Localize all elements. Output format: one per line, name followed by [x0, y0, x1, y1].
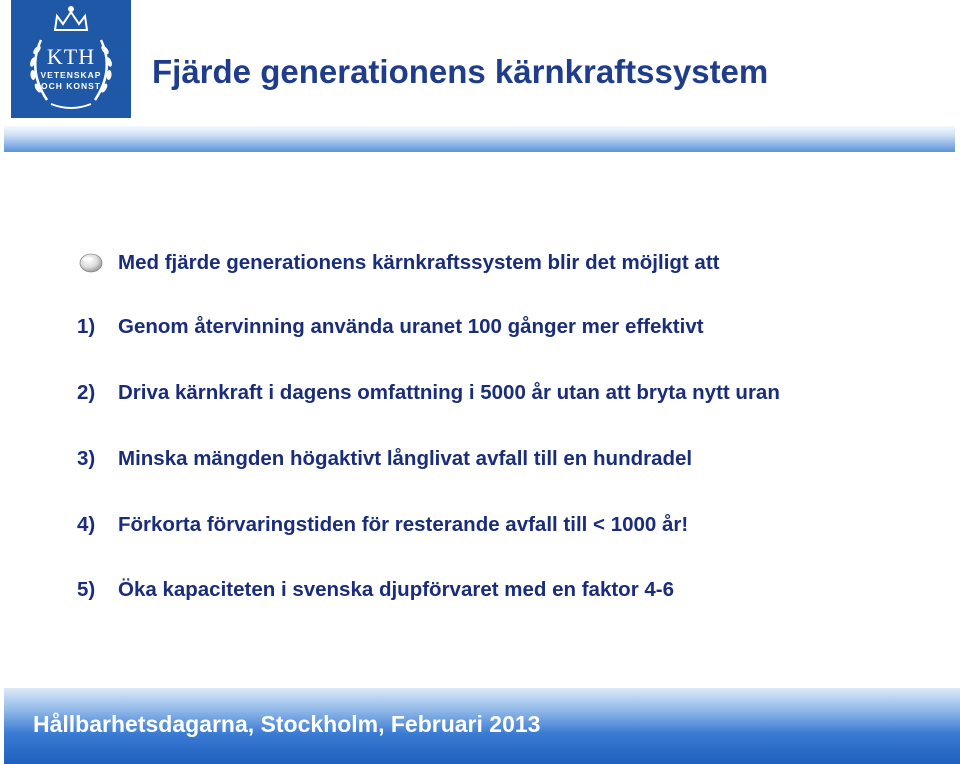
list-item-text: Minska mängden högaktivt långlivat avfall till en hundradel [118, 447, 693, 470]
list-item-number: 4) [77, 513, 96, 536]
list-item-number: 1) [77, 315, 96, 338]
logo-kth-text: KTH [46, 44, 96, 69]
header-band [4, 126, 955, 152]
logo-line-1: VETENSKAP [40, 70, 102, 80]
list-item-number: 2) [77, 381, 96, 404]
bullet-icon [78, 251, 104, 275]
list-item-number: 3) [77, 447, 96, 470]
list-item-text: Förkorta förvaringstiden för resterande avfall till < 1000 år! [118, 513, 689, 536]
logo-line-2: OCH KONST [41, 81, 101, 91]
footer-text: Hållbarhetsdagarna, Stockholm, Februari 2013 [33, 711, 541, 737]
list-item-text: Driva kärnkraft i dagens omfattning i 5000 år utan att bryta nytt uran [118, 381, 780, 404]
list-item-number: 5) [77, 578, 96, 601]
slide-title: Fjärde generationens kärnkraftssystem [152, 53, 769, 90]
list-item-text: Öka kapaciteten i svenska djupförvaret med en faktor 4-6 [118, 578, 674, 601]
list-item-text: Genom återvinning använda uranet 100 gånger mer effektivt [118, 315, 704, 338]
kth-logo [11, 0, 131, 118]
intro-text: Med fjärde generationens kärnkraftssystem blir det möjligt att [118, 251, 720, 274]
